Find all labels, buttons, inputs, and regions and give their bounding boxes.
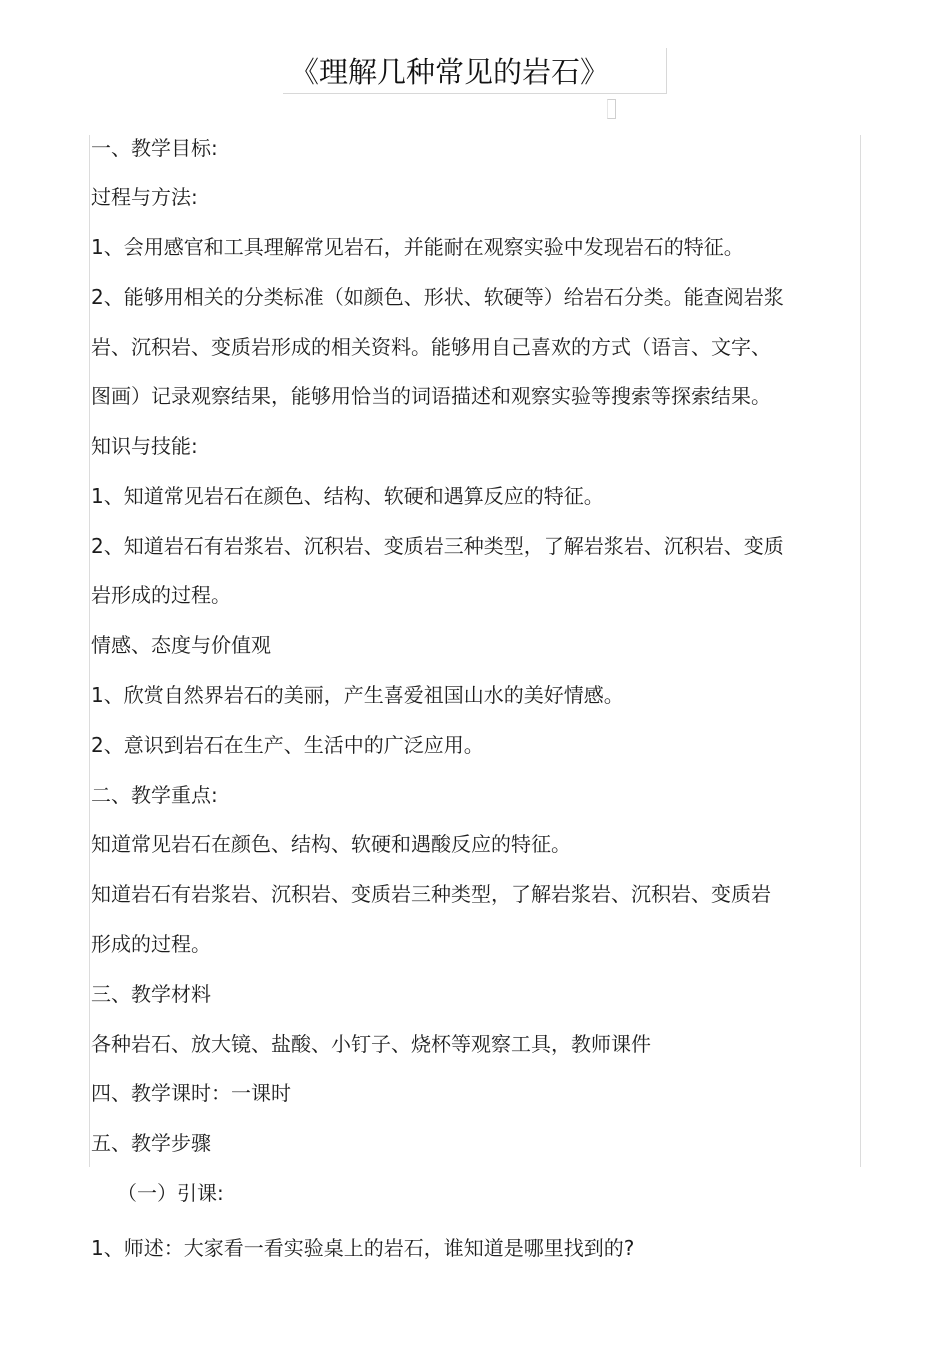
paragraph-line: 2、知道岩石有岩浆岩、沉积岩、变质岩三种类型，了解岩浆岩、沉积岩、变质 (91, 534, 784, 558)
paragraph-line: 岩形成的过程。 (91, 583, 231, 607)
heading-teaching-goals: 一、教学目标: (91, 136, 218, 160)
paragraph-line: 1、会用感官和工具理解常见岩石，并能耐在观察实验中发现岩石的特征。 (91, 235, 744, 259)
paragraph-line: 图画）记录观察结果，能够用恰当的词语描述和观察实验等搜索等探索结果。 (91, 384, 771, 408)
frame-left-border (89, 135, 90, 1167)
paragraph-line: 1、师述：大家看一看实验桌上的岩石，谁知道是哪里找到的? (91, 1236, 635, 1260)
paragraph-line: 2、能够用相关的分类标准（如颜色、形状、软硬等）给岩石分类。能查阅岩浆 (91, 285, 784, 309)
heading-teaching-focus: 二、教学重点: (91, 783, 218, 807)
paragraph-line: 2、意识到岩石在生产、生活中的广泛应用。 (91, 733, 484, 757)
paragraph-line: 知道常见岩石在颜色、结构、软硬和遇酸反应的特征。 (91, 832, 571, 856)
heading-class-hours: 四、教学课时：一课时 (91, 1081, 291, 1105)
subheading-knowledge-skills: 知识与技能: (91, 434, 198, 458)
paragraph-line: 岩、沉积岩、变质岩形成的相关资料。能够用自己喜欢的方式（语言、文字、 (91, 335, 771, 359)
subheading-emotion-attitude: 情感、态度与价值观 (91, 633, 271, 657)
text-cursor-mark (607, 99, 616, 119)
paragraph-line: 1、知道常见岩石在颜色、结构、软硬和遇算反应的特征。 (91, 484, 604, 508)
heading-teaching-steps: 五、教学步骤 (91, 1131, 211, 1155)
paragraph-line: 形成的过程。 (91, 932, 211, 956)
frame-right-border (860, 135, 861, 1167)
paragraph-line: 知道岩石有岩浆岩、沉积岩、变质岩三种类型，了解岩浆岩、沉积岩、变质岩 (91, 882, 771, 906)
subheading-process-methods: 过程与方法: (91, 185, 198, 209)
paragraph-line: 1、欣赏自然界岩石的美丽，产生喜爱祖国山水的美好情感。 (91, 683, 624, 707)
document-title: 《理解几种常见的岩石》 (290, 55, 610, 89)
subheading-introduction: （一）引课: (117, 1181, 224, 1205)
heading-teaching-materials: 三、教学材料 (91, 982, 211, 1006)
paragraph-line: 各种岩石、放大镜、盐酸、小钉子、烧杯等观察工具，教师课件 (91, 1032, 651, 1056)
